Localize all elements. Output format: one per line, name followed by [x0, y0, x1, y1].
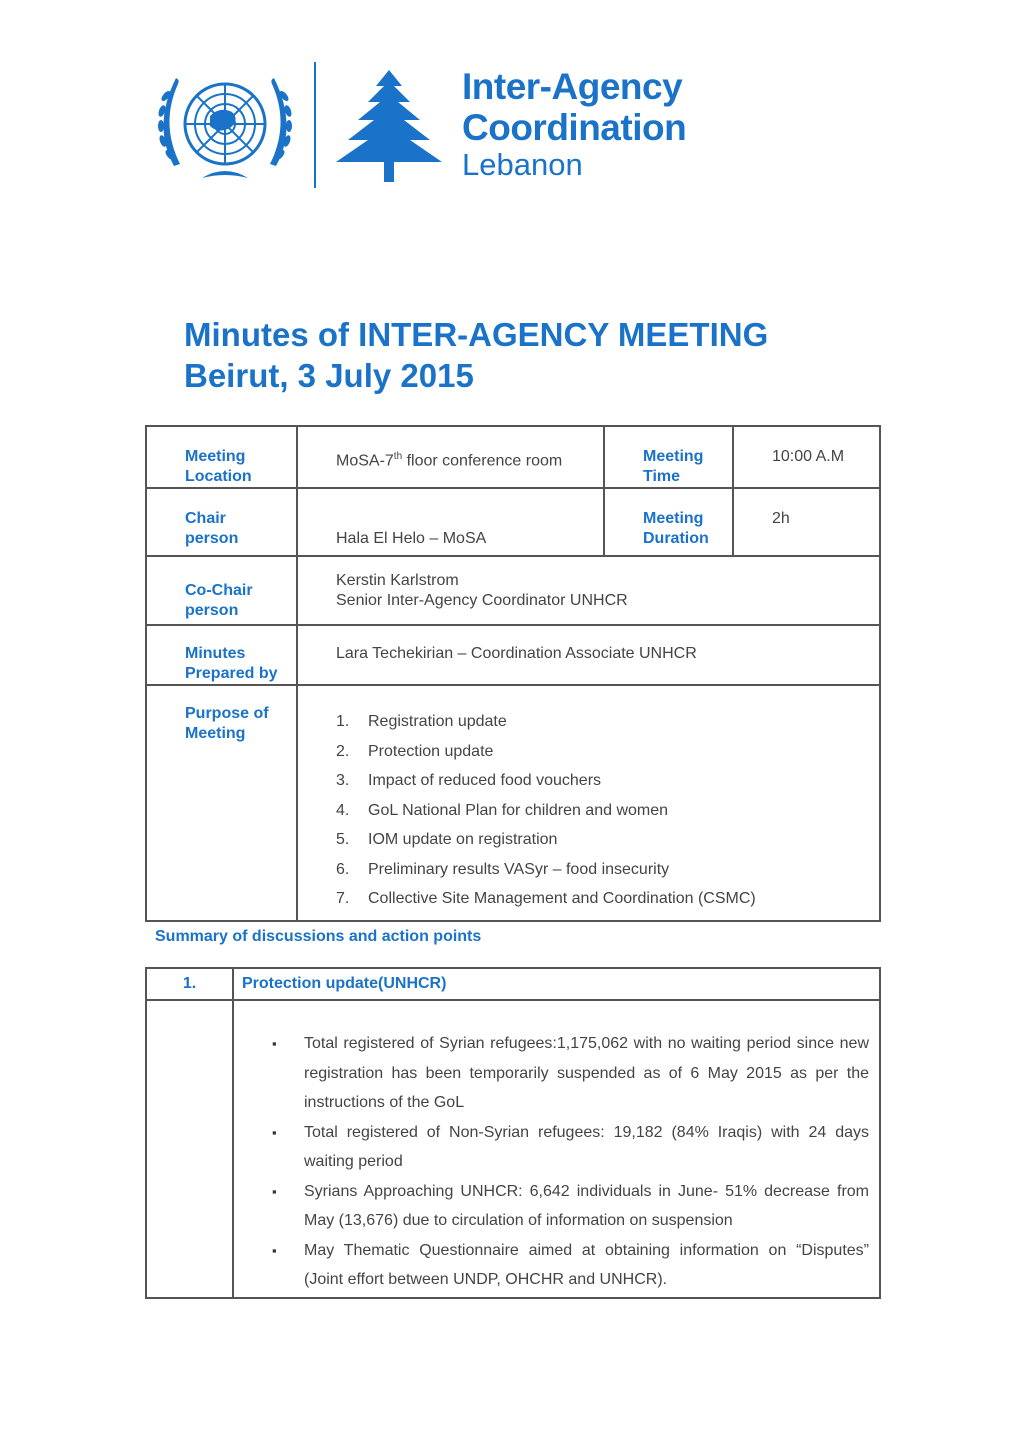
meeting-duration-value: 2h	[733, 488, 880, 556]
item-text: Impact of reduced food vouchers	[368, 772, 602, 789]
brand-line-2: Coordination	[462, 107, 687, 148]
meeting-time-value: 10:00 A.M	[733, 426, 880, 488]
summary-heading: Summary of discussions and action points	[155, 928, 482, 945]
value-line: Senior Inter-Agency Coordinator UNHCR	[336, 592, 628, 609]
value-line: Kerstin Karlstrom	[336, 572, 459, 589]
minutes-prepared-by-value: Lara Techekirian – Coordination Associate UNHCR	[297, 625, 880, 685]
meeting-time-label	[604, 426, 733, 488]
item-text: Collective Site Management and Coordination (CSMC)	[368, 890, 756, 907]
list-item	[336, 860, 879, 880]
label-line: Chair	[185, 510, 226, 527]
title-line-2: Beirut, 3 July 2015	[184, 357, 474, 394]
item-number: 7.	[336, 890, 350, 907]
table-row	[146, 1000, 880, 1298]
label-line: Prepared by	[185, 665, 278, 682]
label-line: Meeting	[185, 448, 246, 465]
purpose-list	[336, 712, 879, 909]
item-text: GoL National Plan for children and women	[368, 801, 669, 819]
item-text: Registration update	[368, 713, 507, 730]
item-number: 2.	[336, 742, 350, 760]
item-number: 6.	[336, 860, 350, 878]
meeting-duration-label	[604, 488, 733, 556]
meeting-location-label	[146, 426, 297, 488]
label-line: Duration	[643, 530, 709, 547]
protection-update-table	[145, 967, 881, 1299]
section-body	[233, 1000, 880, 1298]
item-text: IOM update on registration	[368, 831, 558, 848]
list-item	[336, 742, 879, 762]
table-row	[146, 968, 880, 1000]
list-item: ▪ Syrians Approaching UNHCR: 6,642 individuals in June- 51% decrease from May (13,676) due to circulation of information on suspension	[272, 1177, 869, 1236]
label-line: Minutes	[185, 645, 246, 662]
value-text: floor conference room	[402, 452, 563, 470]
section-title: Protection update(UNHCR)	[233, 968, 880, 1000]
table-row	[146, 625, 880, 685]
label-line: Location	[185, 468, 252, 485]
list-item: ▪ Total registered of Non-Syrian refugees: 19,182 (84% Iraqis) with 24 days waiting period	[272, 1118, 869, 1177]
list-item	[336, 801, 879, 821]
table-row	[146, 685, 880, 921]
page-title	[184, 314, 768, 396]
list-item	[336, 712, 879, 732]
title-line-1: Minutes of INTER-AGENCY MEETING	[184, 316, 769, 353]
empty-cell	[146, 1000, 233, 1298]
table-row	[146, 556, 880, 625]
brand-line-3: Lebanon	[462, 147, 583, 182]
brand-wordmark	[462, 68, 686, 180]
list-item: ▪ May Thematic Questionnaire aimed at obtaining information on “Disputes” (Joint effort between UNDP, OHCHR and UNHCR).	[272, 1236, 869, 1295]
list-item	[336, 771, 879, 791]
value-text: MoSA-7	[336, 452, 394, 470]
brand-line-1: Inter-Agency	[462, 66, 683, 107]
item-number: 1.	[336, 713, 350, 730]
list-item	[336, 889, 879, 909]
co-chair-value	[297, 556, 880, 625]
chair-person-label	[146, 488, 297, 556]
section-number: 1.	[146, 968, 233, 1000]
label-line: Meeting	[185, 725, 246, 742]
purpose-value	[297, 685, 880, 921]
bullet-list	[234, 1029, 879, 1295]
label-line: Co-Chair	[185, 582, 253, 599]
item-number: 5.	[336, 831, 350, 848]
item-number: 3.	[336, 772, 350, 789]
meeting-location-value	[297, 426, 604, 488]
minutes-prepared-by-label	[146, 625, 297, 685]
table-row	[146, 488, 880, 556]
cedar-tree-icon	[330, 70, 448, 182]
superscript: th	[393, 451, 403, 462]
table-row	[146, 426, 880, 488]
co-chair-label	[146, 556, 297, 625]
item-number: 4.	[336, 801, 350, 819]
list-item: ▪ Total registered of Syrian refugees:1,175,062 with no waiting period since new registration has been temporarily suspended as of 6 May 2015 as per the instructions of the GoL	[272, 1029, 869, 1118]
logo-divider	[314, 62, 316, 188]
chair-person-value: Hala El Helo – MoSA	[297, 488, 604, 556]
purpose-label	[146, 685, 297, 921]
label-line: Time	[643, 468, 681, 485]
label-line: Meeting	[643, 510, 704, 527]
meeting-info-table	[145, 425, 881, 922]
label-line: person	[185, 602, 239, 619]
item-text: Protection update	[368, 742, 494, 760]
item-text: Preliminary results VASyr – food insecurity	[368, 860, 670, 878]
list-item	[336, 830, 879, 850]
un-emblem-icon	[152, 66, 298, 186]
label-line: Meeting	[643, 448, 704, 465]
label-line: Purpose of	[185, 705, 269, 722]
label-line: person	[185, 530, 239, 547]
